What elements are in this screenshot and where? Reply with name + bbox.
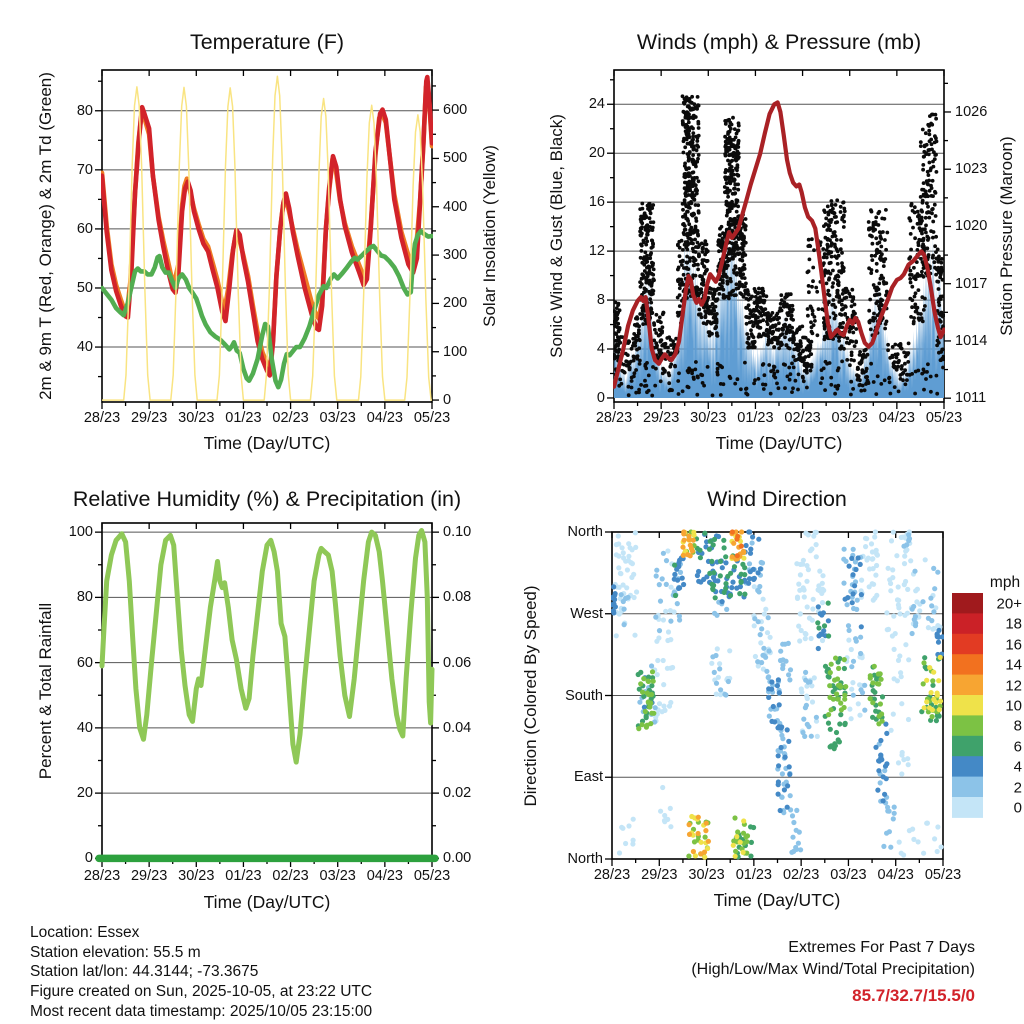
extremes-values: 85.7/32.7/15.5/0 [852, 986, 975, 1005]
x-tick-label: 01/23 [735, 867, 772, 883]
figure-created-line: Figure created on Sun, 2025-10-05, at 23:22 UTC [30, 983, 373, 1001]
y-axis-label-wind: Sonic Wind & Gust (Blue, Black) [547, 114, 566, 358]
y-tick-label: 24 [588, 96, 605, 113]
x-tick-label: 04/23 [878, 410, 915, 426]
chart-title-temperature: Temperature (F) [189, 30, 345, 54]
y-tick-label: 1020 [955, 218, 988, 235]
x-tick-label: 01/23 [225, 410, 262, 426]
temperature-data [102, 76, 432, 400]
x-tick-label: 30/23 [178, 410, 215, 426]
x-tick-label: 01/23 [737, 410, 774, 426]
data-timestamp-line: Most recent data timestamp: 2025/10/05 23:15:00 [30, 1002, 373, 1020]
y-tick-label: 200 [443, 295, 468, 312]
x-tick-label: 03/23 [319, 868, 356, 884]
y-axis-label-direction: Direction (Colored By Speed) [521, 585, 540, 807]
y-axis-label-pressure: Station Pressure (Maroon) [997, 136, 1016, 336]
x-tick-label: 05/23 [413, 410, 451, 426]
y-tick-label: North [567, 851, 603, 867]
x-tick-label: 03/23 [319, 410, 356, 426]
x-tick-label: 29/23 [130, 410, 168, 426]
colorbar-tick-label: 8 [1013, 717, 1022, 735]
x-axis-label-humidity: Time (Day/UTC) [203, 892, 331, 912]
x-axis-label-temperature: Time (Day/UTC) [203, 433, 331, 453]
extremes-title: Extremes For Past 7 Days [788, 939, 975, 956]
station-info-block [30, 923, 372, 1022]
y-tick-label: 500 [443, 150, 468, 167]
colorbar-tick-label: 16 [1005, 636, 1022, 654]
y-tick-label: 80 [76, 102, 93, 119]
colorbar-tick-label: 12 [1005, 677, 1022, 695]
x-tick-label: 28/23 [595, 410, 633, 426]
colorbar-tick-label: 2 [1013, 779, 1022, 797]
colorbar-tick-label: 10 [1005, 697, 1022, 715]
x-tick-label: 29/23 [130, 868, 168, 884]
y-tick-label: 0 [596, 389, 605, 406]
x-tick-label: 04/23 [366, 868, 403, 884]
x-tick-label: 30/23 [178, 868, 215, 884]
chart-title-humidity: Relative Humidity (%) & Precipitation (in) [72, 487, 462, 511]
extremes-subtitle: (High/Low/Max Wind/Total Precipitation) [691, 961, 975, 978]
x-tick-label: 03/23 [830, 867, 867, 883]
x-tick-label: 05/23 [413, 868, 451, 884]
y-tick-label: 300 [443, 247, 468, 264]
y-tick-label: 600 [443, 102, 468, 119]
y-tick-label: 1014 [955, 332, 988, 349]
y-tick-label: East [573, 769, 603, 786]
x-tick-label: 02/23 [784, 410, 821, 426]
colorbar-tick-label: 6 [1013, 738, 1022, 756]
x-tick-label: 05/23 [924, 867, 962, 883]
y-tick-label: South [565, 687, 603, 704]
x-tick-label: 28/23 [83, 868, 121, 884]
y-tick-label: 20 [588, 145, 605, 162]
x-tick-label: 02/23 [272, 868, 309, 884]
y-tick-label: 20 [76, 785, 93, 802]
colorbar-tick-label: 20+ [996, 595, 1022, 613]
x-axis-label-wind-direction: Time (Day/UTC) [713, 890, 841, 910]
y-tick-label: 0.10 [443, 524, 472, 541]
y-tick-label: 1017 [955, 275, 988, 292]
speed-colorbar [952, 593, 983, 818]
wind_direction-data [609, 529, 945, 859]
y-tick-label: West [570, 605, 603, 622]
y-tick-label: 400 [443, 198, 468, 215]
x-tick-label: 28/23 [83, 410, 121, 426]
y-tick-label: North [567, 524, 603, 540]
x-tick-label: 04/23 [366, 410, 403, 426]
y-tick-label: 16 [588, 194, 605, 211]
y-axis-label-percent: Percent & Total Rainfall [36, 602, 55, 780]
x-tick-label: 30/23 [688, 867, 725, 883]
y-tick-label: 100 [68, 524, 93, 541]
y-tick-label: 0.04 [443, 719, 472, 736]
y-axis-label-temperature: 2m & 9m T (Red, Orange) & 2m Td (Green) [36, 72, 55, 400]
chart-title-wind-direction: Wind Direction [707, 487, 847, 511]
y-tick-label: 60 [76, 220, 93, 237]
y-tick-label: 40 [76, 339, 93, 356]
y-tick-label: 100 [443, 343, 468, 360]
station-latlon: Station lat/lon: 44.3144; -73.3675 [30, 963, 259, 981]
station-elevation: Station elevation: 55.5 m [30, 943, 201, 961]
colorbar-tick-label: 14 [1005, 656, 1022, 674]
y-tick-label: 0.06 [443, 654, 472, 671]
y-tick-label: 8 [596, 292, 605, 309]
x-tick-label: 02/23 [272, 410, 309, 426]
colorbar-tick-label: 0 [1013, 799, 1022, 817]
y-tick-label: 0.02 [443, 785, 472, 802]
winds_pressure-data [612, 94, 946, 398]
y-tick-label: 70 [76, 161, 93, 178]
x-tick-label: 02/23 [782, 867, 820, 883]
x-axis-label-winds: Time (Day/UTC) [715, 433, 843, 453]
x-tick-label: 29/23 [642, 410, 680, 426]
y-tick-label: 60 [76, 654, 93, 671]
y-tick-label: 0.08 [443, 589, 472, 606]
colorbar-tick-label: 4 [1013, 758, 1022, 776]
x-tick-label: 05/23 [925, 410, 963, 426]
y-tick-label: 0.00 [443, 850, 472, 867]
y-tick-label: 0 [443, 392, 452, 409]
y-tick-label: 1023 [955, 161, 988, 178]
chart-title-winds-pressure: Winds (mph) & Pressure (mb) [636, 30, 922, 54]
x-tick-label: 04/23 [877, 867, 914, 883]
x-tick-label: 28/23 [593, 867, 631, 883]
y-tick-label: 12 [588, 243, 605, 260]
station-location: Location: Essex [30, 924, 140, 941]
y-tick-label: 50 [76, 279, 93, 296]
y-tick-label: 4 [596, 341, 605, 357]
x-tick-label: 29/23 [641, 867, 678, 883]
x-tick-label: 01/23 [225, 868, 262, 884]
y-tick-label: 0 [84, 850, 93, 867]
x-tick-label: 03/23 [831, 410, 868, 426]
y-tick-label: 1011 [955, 390, 987, 407]
y-tick-label: 1026 [955, 103, 988, 120]
y-axis-label-solar: Solar Insolation (Yellow) [480, 145, 499, 327]
y-tick-label: 40 [76, 719, 93, 736]
colorbar-unit-label: mph [989, 574, 1021, 591]
y-tick-label: 80 [76, 589, 93, 606]
colorbar-tick-label: 18 [1005, 615, 1022, 633]
x-tick-label: 30/23 [690, 410, 727, 426]
